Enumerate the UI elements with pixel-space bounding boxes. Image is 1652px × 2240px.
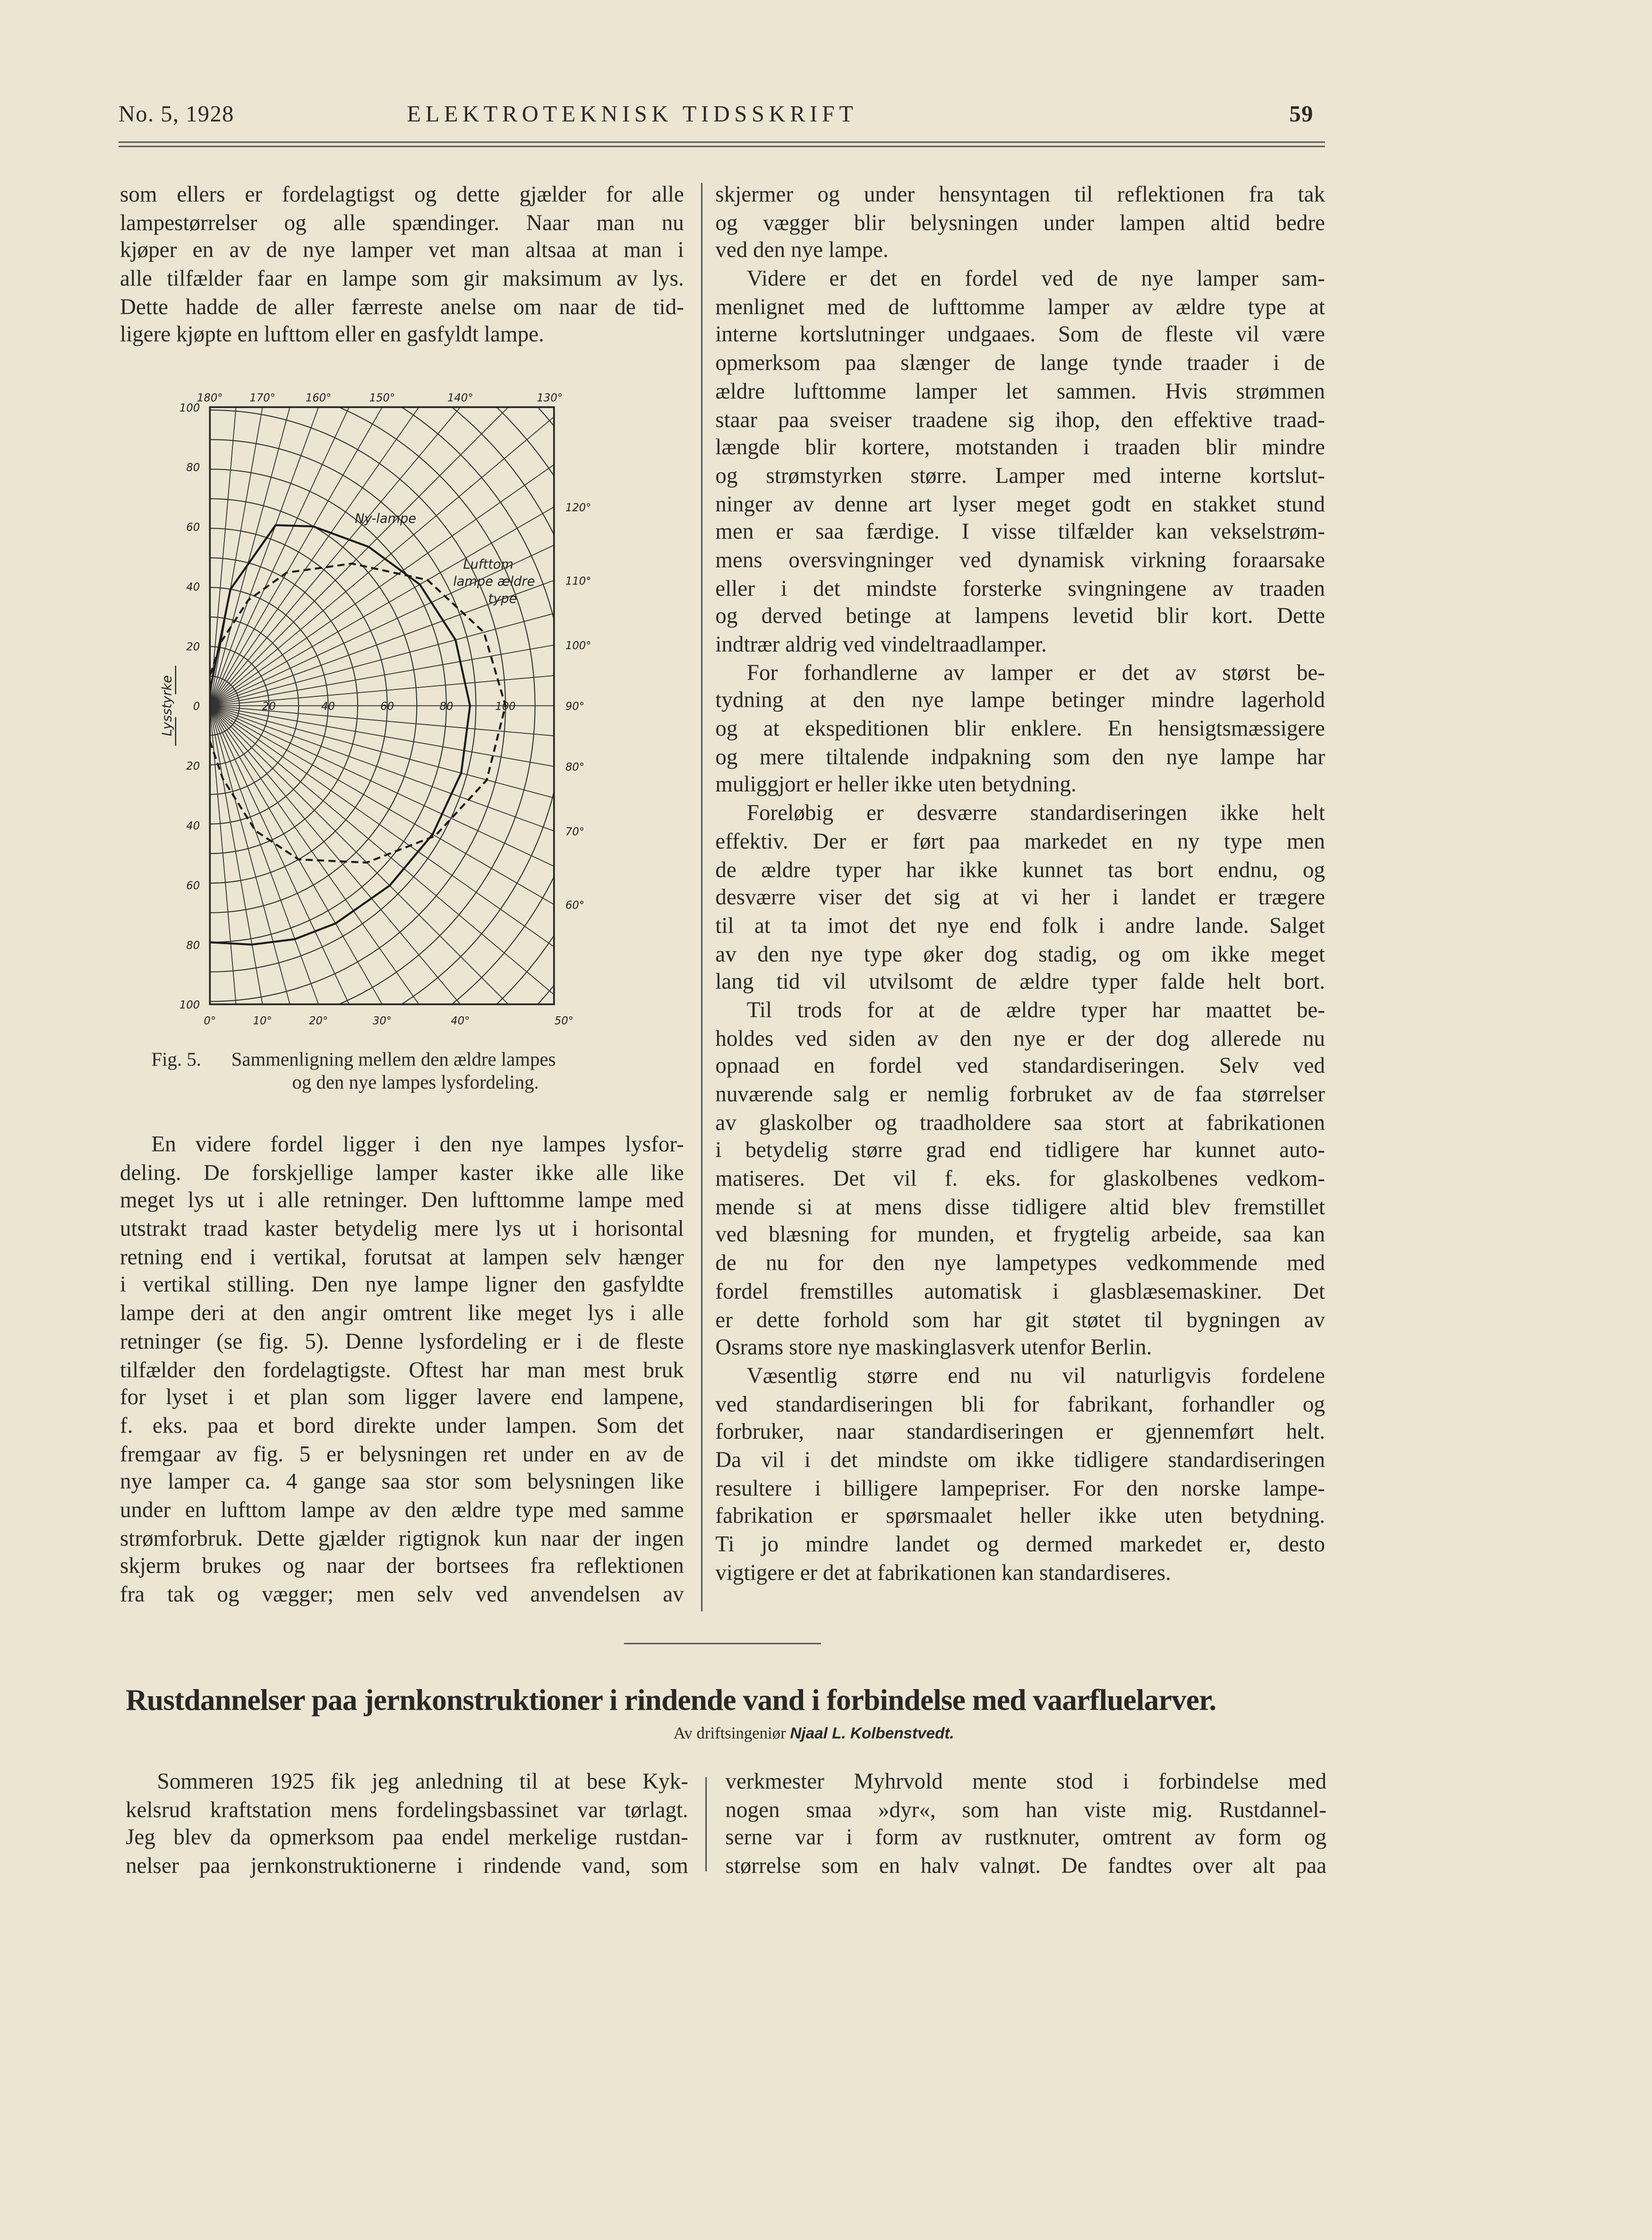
figure-caption-line2: og den nye lampes lysfordeling.: [292, 1071, 539, 1093]
byline-prefix: Av driftsingeniør: [673, 1725, 786, 1743]
vertical-tick-label: 80: [186, 939, 200, 952]
angle-tick-top: 140°: [447, 392, 473, 404]
grid-ray: [210, 706, 412, 1037]
text-line: vigtigere er det at fabrikationen kan standardiseres.: [715, 1561, 1171, 1586]
right-column-body: [715, 181, 1325, 1588]
angle-tick-top: 130°: [537, 392, 563, 404]
paragraph: [715, 266, 1325, 660]
paragraph: [715, 997, 1325, 1363]
angle-tick-bottom: 20°: [309, 1014, 328, 1027]
article2-right-column: [725, 1768, 1326, 1881]
text-line: skjerm brukes og naar der bortsees fra reflektionen: [120, 1554, 684, 1579]
grid-group: [150, 380, 607, 1037]
vertical-tick-label: 60: [186, 521, 200, 534]
text-line: interne kortslutninger undgaaes. Som de fleste vil være: [715, 323, 1325, 348]
column-divider: [701, 183, 702, 1612]
page-number: 59: [1289, 103, 1314, 128]
text-line: En videre fordel ligger i den nye lampes lysfor-: [151, 1133, 684, 1158]
text-line: For forhandlerne av lamper er det av størst be-: [746, 661, 1325, 686]
text-line: ved standardiseringen bli for fabrikant, forhandler og: [715, 1392, 1325, 1417]
text-line: forbruker, naar standardiseringen er gjennemført helt.: [715, 1420, 1325, 1445]
grid-ray: [210, 706, 261, 1037]
angle-tick-right: 110°: [565, 575, 591, 588]
grid-ray: [210, 603, 607, 705]
text-line: fremgaar av fig. 5 er belysningen ret under en av de: [120, 1442, 684, 1467]
text-line: Til trods for at de ældre typer har maattet be-: [746, 998, 1325, 1023]
text-line: Foreløbig er desværre standardiseringen ikke helt: [746, 801, 1325, 826]
text-line: alle tilfælder faar en lampe som gir maksimum av lys.: [120, 267, 684, 292]
horizontal-tick-label: 20: [262, 700, 276, 713]
vertical-tick-label: 20: [186, 760, 200, 773]
text-line: retning end i vertikal, forutsat at lampen selv hænger: [120, 1245, 684, 1270]
text-line: retninger (se fig. 5). Denne lysfordeling er i de fleste: [120, 1330, 684, 1354]
grid-ray: [210, 380, 312, 705]
vertical-tick-label: 100: [179, 402, 200, 414]
grid-ray: [210, 706, 607, 1002]
text-line: tilfælder den fordelagtigste. Oftest har man mest bruk: [120, 1357, 684, 1382]
angle-tick-top: 150°: [369, 392, 395, 404]
vertical-tick-label: 20: [186, 641, 200, 653]
left-column-intro: [120, 181, 684, 350]
byline: [171, 1726, 1456, 1743]
text-line: av den nye type øker dog stadig, og om ikke meget: [715, 942, 1325, 967]
text-line: Sommeren 1925 fik jeg anledning til at bese Kyk-: [157, 1770, 688, 1794]
issue-number: No. 5, 1928: [118, 103, 234, 128]
grid-ray: [210, 706, 590, 1037]
text-line: men er saa færdige. I visse tilfælder kan vekselstrøm-: [715, 520, 1325, 545]
grid-ray: [210, 706, 549, 1037]
text-line: længde blir kortere, motstanden i traaden blir mindre: [715, 436, 1325, 461]
text-line: i vertikal stilling. Den nye lampe ligner den gasfyldte: [120, 1273, 684, 1298]
text-line: og vægger blir belysningen under lampen altid bedre: [715, 211, 1325, 235]
vertical-tick-label: 100: [179, 999, 200, 1012]
text-line: desværre viser det sig at vi her i landet er trægere: [715, 886, 1325, 910]
angle-tick-top: 160°: [305, 392, 332, 404]
angle-tick-bottom: 40°: [451, 1014, 470, 1027]
text-line: ninger av denne art lyser meget godt en stakket stund: [715, 492, 1325, 517]
author-name: Njaal L. Kolbenstvedt.: [790, 1725, 954, 1743]
text-line: meget lys ut i alle retninger. Den lufttomme lampe med: [120, 1189, 684, 1214]
grid-ray: [210, 706, 460, 1037]
text-line: Videre er det en fordel ved de nye lamper sam-: [746, 267, 1325, 292]
angle-tick-bottom: 0°: [204, 1014, 216, 1027]
vertical-tick-label: 60: [186, 879, 200, 892]
vertical-tick-label: 80: [186, 462, 200, 474]
figure-caption-label: Fig. 5.: [151, 1048, 201, 1070]
figure-caption-line1: Sammenligning mellem den ældre lampes: [231, 1048, 556, 1070]
text-line: under en lufttom lampe av den ældre type med samme: [120, 1498, 684, 1523]
text-line: deling. De forskjellige lamper kaster ikke alle like: [120, 1161, 684, 1185]
text-line: ligere kjøpte en lufttom eller en gasfyldt lampe.: [120, 323, 544, 348]
text-line: menlignet med de lufttomme lamper av ældre type at: [715, 295, 1325, 320]
header-rule-2: [119, 146, 1325, 147]
grid-ray: [210, 380, 590, 705]
article2-left-column: [126, 1768, 688, 1881]
text-line: resultere i billigere lampepriser. For den norske lampe-: [715, 1476, 1325, 1501]
column-divider-2: [705, 1777, 707, 1871]
text-line: matiseres. Det vil f. eks. for glaskolbenes vedkom-: [715, 1167, 1325, 1192]
text-line: og mere tiltalende indpakning som den nye lampe har: [715, 745, 1325, 770]
curve-label-old-lamp-3: type: [488, 591, 517, 606]
text-line: Da vil i det mindste om ikke tidligere standardiseringen: [715, 1448, 1325, 1473]
text-line: fra tak og vægger; men selv ved anvendelsen av: [120, 1583, 684, 1607]
grid-ray: [210, 380, 460, 705]
angle-tick-right: 120°: [565, 502, 591, 515]
header-rule: [119, 141, 1325, 143]
article-title: Rustdannelser paa jernkonstruktioner i rindende vand i forbindelse med vaarfluelarver.: [125, 1682, 1216, 1717]
angle-tick-bottom: 30°: [372, 1014, 392, 1027]
text-line: Jeg blev da opmerksom paa endel merkelige rustdan-: [125, 1826, 688, 1851]
text-line: nelser paa jernkonstruktionerne i rindende vand, som: [125, 1854, 688, 1879]
text-line: Dette hadde de aller færreste anelse om naar de tid-: [120, 295, 684, 320]
text-line: skjermer og under hensyntagen til reflektionen fra tak: [715, 183, 1325, 207]
text-line: f. eks. paa et bord direkte under lampen. Som det: [120, 1414, 684, 1439]
grid-ray: [210, 706, 607, 757]
grid-ray: [210, 456, 607, 706]
text-line: de nu for den nye lampetypes vedkommende med: [715, 1252, 1325, 1276]
text-line: kjøper en av de nye lamper vet man altsaa at man i: [120, 239, 684, 264]
text-line: muliggjort er heller ikke uten betydning.: [715, 773, 1077, 798]
text-line: som ellers er fordelagtigst og dette gjælder for alle: [120, 183, 684, 207]
angle-tick-top: 170°: [249, 392, 275, 404]
left-column-body: [120, 1132, 684, 1610]
vertical-tick-label: 40: [186, 820, 200, 832]
text-line: eller i det mindste forsterke svingningene av traaden: [715, 576, 1325, 601]
text-line: strømforbruk. Dette gjælder rigtignok kun naar der ingen: [120, 1527, 684, 1551]
angle-tick-right: 70°: [565, 825, 585, 838]
vertical-tick-label: 0: [193, 700, 200, 713]
paragraph: [715, 660, 1325, 800]
text-line: utstrakt traad kaster betydelig mere lys ut i horisontal: [120, 1217, 684, 1242]
grid-ray: [210, 706, 607, 1037]
angle-tick-top: 180°: [197, 392, 223, 404]
journal-title: ELEKTROTEKNISK TIDSSKRIFT: [407, 103, 858, 128]
text-line: ved den nye lampe.: [715, 239, 889, 264]
text-line: opnaad en fordel ved standardiseringen. Selv ved: [715, 1055, 1325, 1079]
figure-5-polar-chart: [150, 380, 607, 1037]
grid-ray: [210, 706, 607, 859]
text-line: serne var i form av rustknuter, omtrent av form og: [725, 1826, 1327, 1851]
grid-ray: [210, 654, 607, 706]
grid-ray: [210, 706, 607, 956]
text-line: indtrær aldrig ved vindeltraadlamper.: [715, 633, 1047, 657]
angle-tick-bottom: 10°: [253, 1014, 272, 1027]
text-line: effektiv. Der er ført paa markedet en ny type men: [715, 830, 1325, 854]
text-line: opmerksom paa slænger de lange tynde traader i de: [715, 352, 1325, 376]
angle-tick-right: 60°: [565, 899, 585, 912]
paragraph: [715, 181, 1325, 266]
text-line: størrelse som en halv valnøt. De fandtes over alt paa: [725, 1854, 1327, 1879]
text-line: staar paa sveiser traadene sig ihop, den effektive traad-: [715, 408, 1325, 432]
angle-tick-bottom: 50°: [554, 1014, 573, 1027]
horizontal-tick-label: 80: [439, 700, 454, 713]
text-line: mens oversvingninger ved dynamisk virkning foraarsake: [715, 548, 1325, 573]
text-line: lampe deri at den angir omtrent like meget lys i alle: [120, 1301, 684, 1326]
text-line: til at ta imot det nye end folk i andre lande. Salget: [715, 914, 1325, 939]
text-line: fabrikation er spørsmaalet heller ikke uten betydning.: [715, 1504, 1325, 1529]
text-line: ældre lufttomme lamper let sammen. Hvis strømmen: [715, 379, 1325, 404]
text-line: lampestørrelser og alle spændinger. Naar man nu: [120, 211, 684, 235]
vertical-tick-label: 40: [186, 581, 200, 593]
grid-ray: [210, 380, 549, 705]
text-line: Osrams store nye maskinglasverk utenfor Berlin.: [715, 1336, 1152, 1361]
text-line: Ti jo mindre landet og dermed markedet er, desto: [715, 1533, 1325, 1557]
horizontal-tick-label: 100: [495, 700, 516, 713]
text-line: for lyset i et plan som ligger lavere end lampene,: [120, 1386, 684, 1410]
curve-label-old-lamp-1: Lufttom: [463, 557, 514, 572]
text-line: fordel fremstilles automatisk i glasblæsemaskiner. Det: [715, 1279, 1325, 1304]
text-line: av glaskolber og traadholdere saa stort at fabrikationen: [715, 1111, 1325, 1135]
text-line: er dette forhold som har git støtet til bygningen av: [715, 1308, 1325, 1332]
grid-ray: [210, 706, 607, 908]
paragraph: [715, 1363, 1325, 1588]
grid-ray: [210, 706, 312, 1037]
text-line: i betydelig større grad end tidligere har kunnet auto-: [715, 1139, 1325, 1164]
horizontal-tick-label: 40: [321, 700, 335, 713]
y-axis-label: Lysstyrke: [160, 675, 175, 737]
paragraph: [715, 800, 1325, 997]
text-line: nogen smaa »dyr«, som han viste mig. Rustdannel-: [725, 1798, 1327, 1823]
curve-label-old-lamp-2: lampe ældre: [453, 574, 535, 589]
text-line: kelsrud kraftstation mens fordelingsbassinet var tørlagt.: [125, 1798, 688, 1823]
text-line: nuværende salg er nemlig forbruket av de faa størrelser: [715, 1082, 1325, 1107]
angle-tick-right: 80°: [565, 761, 585, 774]
angle-tick-right: 90°: [565, 700, 585, 713]
series-new-lamp-curve: [210, 525, 470, 944]
grid-ray: [210, 706, 607, 808]
horizontal-tick-label: 60: [380, 700, 394, 713]
text-line: de ældre typer har ikke kunnet tas bort endnu, og: [715, 858, 1325, 883]
article-separator: [624, 1643, 821, 1644]
text-line: nye lamper ca. 4 gange saa stor som belysningen like: [120, 1470, 684, 1495]
text-line: Væsentlig større end nu vil naturligvis fordelene: [746, 1364, 1325, 1389]
text-line: ved blæsning for munden, et frygtelig arbeide, saa kan: [715, 1223, 1325, 1248]
text-line: mende si at mens disse tidligere altid blev fremstillet: [715, 1195, 1325, 1220]
text-line: holdes ved siden av den nye er der dog allerede nu: [715, 1026, 1325, 1051]
text-line: og strømstyrken større. Lamper med interne kortslut-: [715, 464, 1325, 489]
text-line: lang tid vil utvilsomt de ældre typer falde helt bort.: [715, 970, 1325, 995]
grid-ray: [210, 410, 607, 706]
text-line: tydning at den nye lampe betinger mindre lagerhold: [715, 689, 1325, 713]
angle-tick-right: 100°: [565, 640, 591, 652]
text-line: og at ekspeditionen blir enklere. En hensigtsmæssigere: [715, 717, 1325, 742]
text-line: og derved betinge at lampens levetid blir kort. Dette: [715, 604, 1325, 629]
text-line: verkmester Myhrvold mente stod i forbindelse med: [725, 1770, 1327, 1794]
curve-label-new-lamp: Ny-lampe: [355, 511, 417, 526]
